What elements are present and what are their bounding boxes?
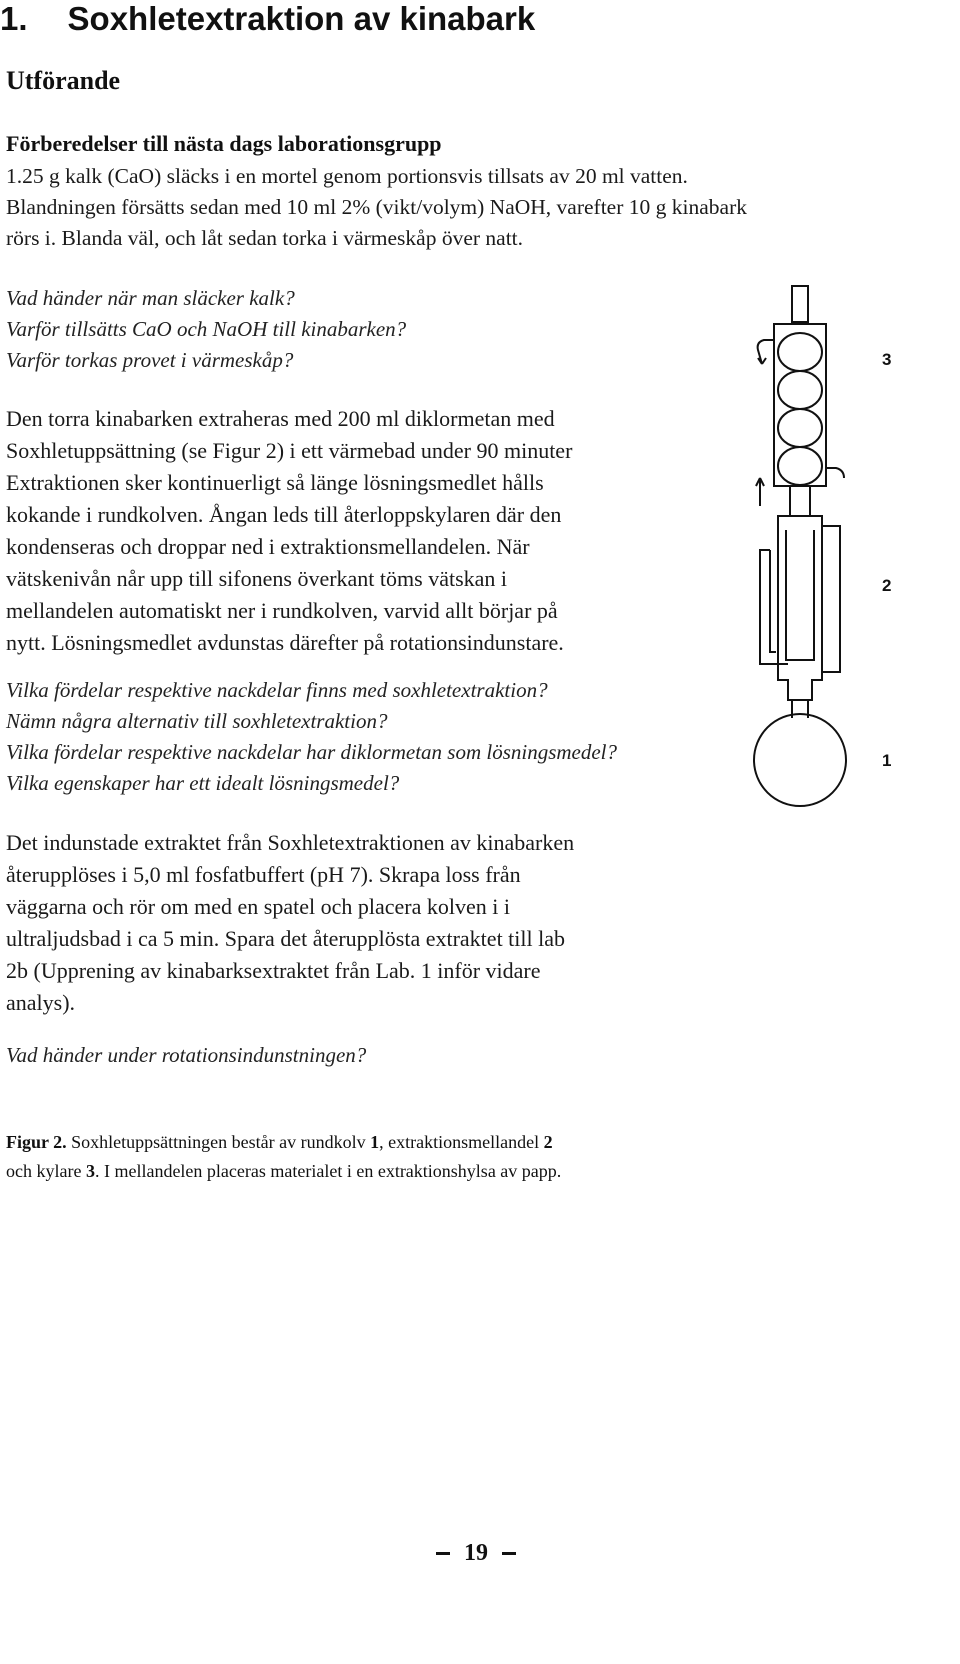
prep-paragraph — [6, 161, 946, 254]
soxhlet-apparatus-diagram — [740, 280, 940, 820]
extraction-line: mellandelen automatiskt ner i rundkolven, varvid allt börjar på — [6, 598, 558, 623]
extraction-line: Den torra kinabarken extraheras med 200 ml diklormetan med — [6, 406, 555, 431]
page-dash-right — [502, 1552, 516, 1555]
question: Nämn några alternativ till soxhletextraktion? — [6, 709, 388, 733]
caption-text: . I mellandelen placeras materialet i en extraktionshylsa av papp. — [94, 1161, 562, 1181]
page-footer — [436, 1540, 516, 1567]
question-rotation: Vad händer under rotationsindunstningen? — [6, 1043, 367, 1067]
caption-number: 2 — [543, 1132, 553, 1152]
water-inlet-arrow-icon — [756, 478, 764, 506]
question: Vilka egenskaper har ett idealt lösningsmedel? — [6, 771, 400, 795]
caption-text: Soxhletuppsättningen består av rundkolv — [66, 1132, 371, 1152]
question: Vilka fördelar respektive nackdelar har diklormetan som lösningsmedel? — [6, 740, 618, 764]
vapor-side-arm — [822, 526, 840, 672]
section-number: 1. — [0, 0, 28, 37]
redissolve-paragraph — [6, 827, 726, 1019]
question: Vilka fördelar respektive nackdelar finns med soxhletextraktion? — [6, 678, 548, 702]
caption-number: 1 — [370, 1132, 380, 1152]
condenser-joint — [790, 486, 810, 516]
caption-lead: Figur 2. — [6, 1132, 67, 1152]
extraction-line: vätskenivån når upp till sifonens överkant töms vätskan i — [6, 566, 508, 591]
siphon-tube — [760, 550, 788, 664]
section-heading — [0, 0, 535, 38]
extraction-thimble — [786, 530, 814, 660]
figure-caption — [6, 1128, 946, 1186]
question: Vad händer när man släcker kalk? — [6, 286, 295, 310]
caption-text: och kylare — [6, 1161, 86, 1181]
water-inlet-tube — [826, 468, 844, 478]
page-number: 19 — [464, 1540, 488, 1566]
question: Varför torkas provet i värmeskåp? — [6, 348, 294, 372]
condenser-top-tube — [792, 286, 808, 322]
page-dash-left — [436, 1552, 450, 1555]
redissolve-line: återupplöses i 5,0 ml fosfatbuffert (pH 7). Skrapa loss från — [6, 862, 521, 887]
condenser-jacket — [774, 324, 826, 486]
extraction-line: kokande i rundkolven. Ångan leds till återloppskylaren där den — [6, 502, 562, 527]
redissolve-line: analys). — [6, 990, 76, 1015]
extractor-body — [778, 516, 822, 700]
extraction-line: kondenseras och droppar ned i extraktionsmellandelen. När — [6, 534, 530, 559]
caption-text: , extraktionsmellandel — [379, 1132, 544, 1152]
extraction-line: Extraktionen sker kontinuerligt så länge lösningsmedlet hålls — [6, 470, 544, 495]
redissolve-line: 2b (Upprening av kinabarksextraktet från Lab. 1 inför vidare — [6, 958, 541, 983]
section-title: Soxhletextraktion av kinabark — [67, 0, 536, 37]
questions-group-1 — [6, 283, 406, 376]
label-extractor-number: 2 — [882, 576, 892, 595]
prep-line: rörs i. Blanda väl, och låt sedan torka i värmeskåp över natt. — [6, 226, 524, 250]
round-bottom-flask — [754, 714, 846, 806]
prep-line: Blandningen försätts sedan med 10 ml 2% (vikt/volym) NaOH, varefter 10 g kinabark — [6, 195, 747, 219]
label-condenser-number: 3 — [882, 350, 892, 369]
redissolve-line: Det indunstade extraktet från Soxhletextraktionen av kinabarken — [6, 830, 575, 855]
questions-group-2 — [6, 675, 617, 799]
prep-heading: Förberedelser till nästa dags laborationsgrupp — [6, 131, 442, 156]
subsection-heading — [6, 66, 120, 96]
extraction-line: nytt. Lösningsmedlet avdunstas därefter på rotationsindunstare. — [6, 630, 564, 655]
redissolve-line: ultraljudsbad i ca 5 min. Spara det återupplösta extraktet till lab — [6, 926, 566, 951]
extraction-line: Soxhletuppsättning (se Figur 2) i ett värmebad under 90 minuter — [6, 438, 573, 463]
question: Varför tillsätts CaO och NaOH till kinabarken? — [6, 317, 407, 341]
prep-line: 1.25 g kalk (CaO) släcks i en mortel genom portionsvis tillsats av 20 ml vatten. — [6, 164, 688, 188]
condenser-bulbs — [778, 333, 822, 485]
label-flask-number: 1 — [882, 751, 892, 770]
subsection-title: Utförande — [6, 66, 121, 95]
redissolve-line: väggarna och rör om med en spatel och placera kolven i i — [6, 894, 510, 919]
caption-number: 3 — [85, 1161, 95, 1181]
extraction-paragraph — [6, 403, 726, 659]
